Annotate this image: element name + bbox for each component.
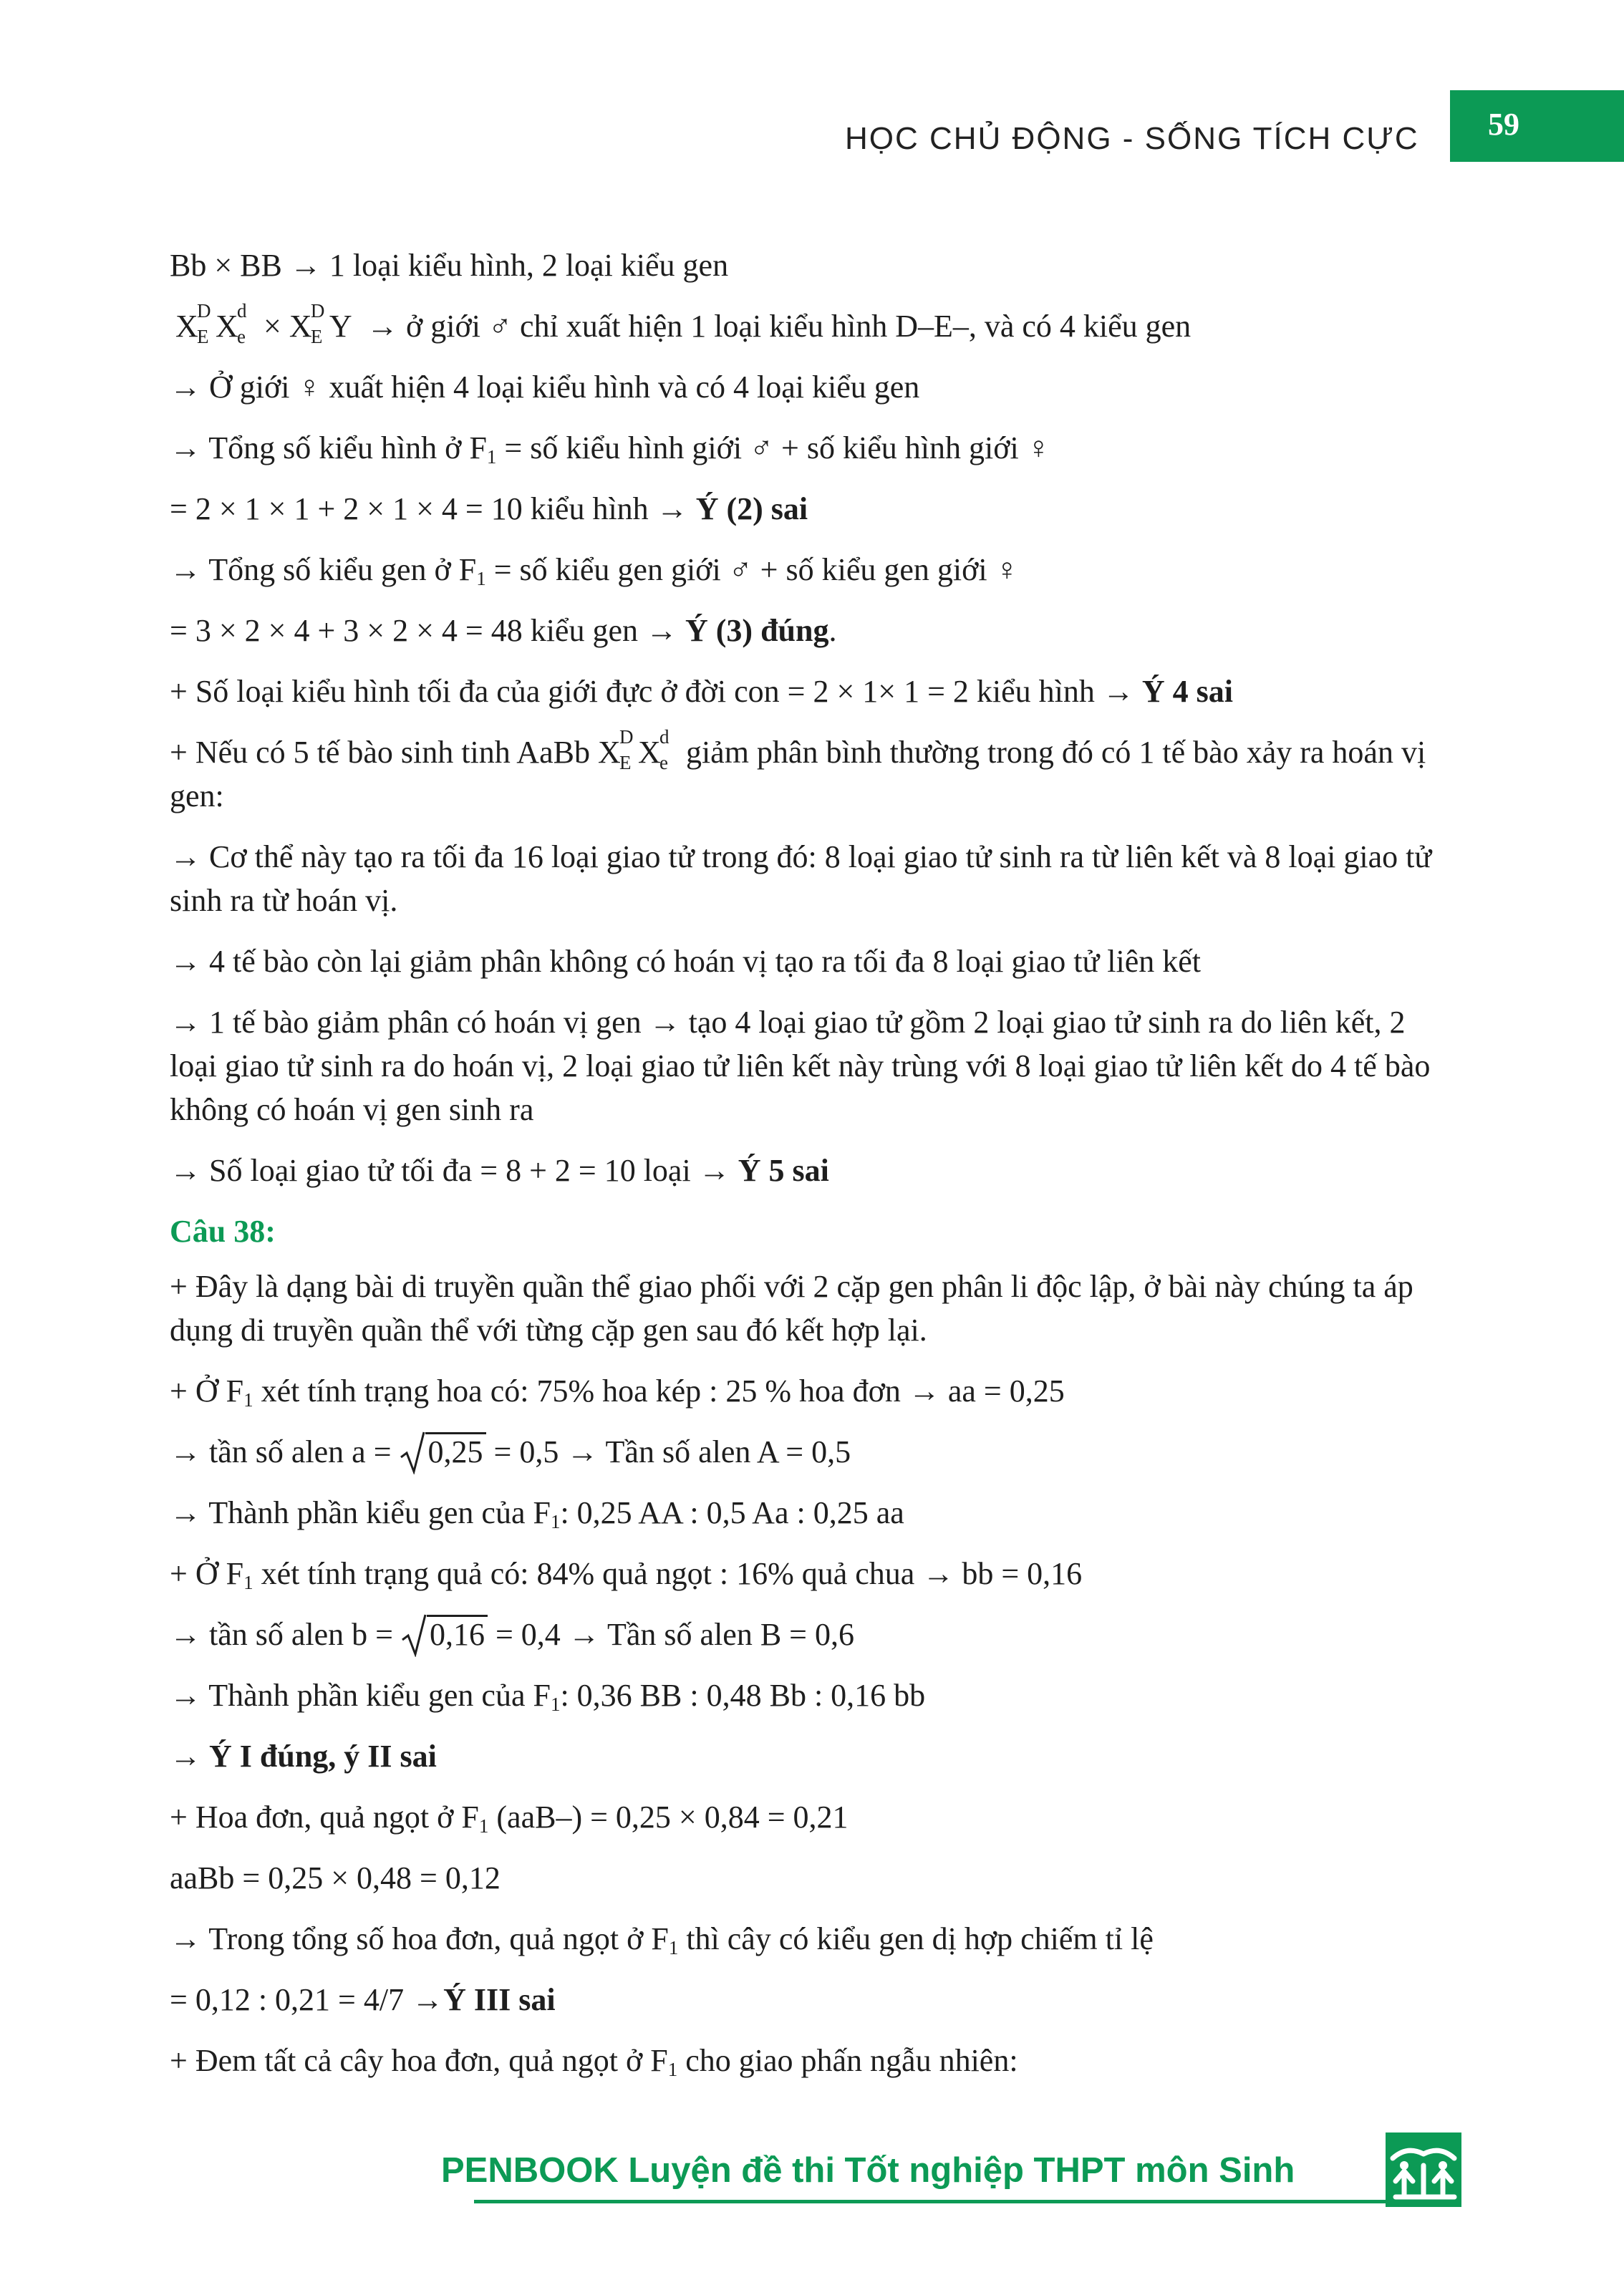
square-root: 0,16: [401, 1613, 488, 1656]
gene-x-de: X D E: [597, 726, 634, 773]
gene-x-de-lower: X d e: [637, 726, 670, 773]
text-line: Bb × BB → 1 loại kiểu hình, 2 loại kiểu gen: [170, 248, 729, 283]
text-line: = 3 × 2 × 4 + 3 × 2 × 4 = 48 kiểu gen → Ý (3) đúng.: [170, 613, 837, 648]
text-line: → 4 tế bào còn lại giảm phân không có hoán vị tạo ra tối đa 8 loại giao tử liên kết: [170, 944, 1202, 979]
text-paragraph: → 1 tế bào giảm phân có hoán vị gen → tạo 4 loại giao tử gồm 2 loại giao tử sinh ra do liên kết, 2 loại giao tử sinh ra do hoán vị, 2 loại giao tử liên kết này trùng với 8 loại giao tử liên kết do 4 tế bào không có hoán vị gen sinh ra: [170, 1005, 1431, 1127]
question-heading: Câu 38:: [170, 1214, 276, 1249]
genotype-cross-line: X D E X d e × X D E Y → ở giới ♂ chỉ xuất hiện 1 loại kiểu hình D–E–, và có 4 kiểu gen: [175, 300, 1192, 347]
text-line: = 0,12 : 0,21 = 4/7 →Ý III sai: [170, 1982, 556, 2017]
footer-divider: [474, 2200, 1461, 2203]
conclusion-line: → Ý I đúng, ý II sai: [170, 1739, 437, 1774]
text-line: + Đem tất cả cây hoa đơn, quả ngọt ở $F_1$ cho giao phấn ngẫu nhiên:: [170, 2043, 1018, 2080]
text-line: → Thành phần kiểu gen của $F_1$: 0,36 BB : 0,48 Bb : 0,16 bb: [170, 1678, 926, 1715]
text-line: → Số loại giao tử tối đa = 8 + 2 = 10 loại → Ý 5 sai: [170, 1153, 829, 1188]
text-line: aaBb = 0,25 × 0,48 = 0,12: [170, 1860, 501, 1895]
gene-x-de-male: X D E: [289, 300, 325, 347]
text-paragraph: → Cơ thể này tạo ra tối đa 16 loại giao tử trong đó: 8 loại giao tử sinh ra từ liên kết và 8 loại giao tử sinh ra từ hoán vị.: [170, 839, 1432, 918]
header-title: HỌC CHỦ ĐỘNG - SỐNG TÍCH CỰC: [845, 121, 1419, 156]
page-content: [170, 243, 1459, 2100]
gene-x-de: X D E: [175, 300, 211, 347]
text-line: → tần số alen b = 0,16 = 0,4 → Tần số alen B = 0,6: [170, 1613, 1459, 1656]
page-number-badge: [1450, 90, 1624, 162]
square-root: 0,25: [400, 1430, 486, 1474]
text-line: + Số loại kiểu hình tối đa của giới đực ở đời con = 2 × 1× 1 = 2 kiểu hình → Ý 4 sai: [170, 674, 1234, 709]
text-line: → Thành phần kiểu gen của $F_1$: 0,25 AA : 0,5 Aa : 0,25 aa: [170, 1495, 904, 1532]
text-line: → Tổng số kiểu gen ở $F_1$ = số kiểu gen giới ♂ + số kiểu gen giới ♀: [170, 552, 1019, 589]
text-line: + Ở $F_1$ xét tính trạng quả có: 84% quả ngọt : 16% quả chua → bb = 0,16: [170, 1556, 1083, 1593]
text-line: → Ở giới ♀ xuất hiện 4 loại kiểu hình và có 4 loại kiểu gen: [170, 369, 920, 405]
text-line: + Ở $F_1$ xét tính trạng hoa có: 75% hoa kép : 25 % hoa đơn → aa = 0,25: [170, 1373, 1065, 1411]
penbook-logo-icon: [1386, 2132, 1461, 2207]
gene-x-de-lower: X d e: [216, 300, 247, 347]
text-line: → Trong tổng số hoa đơn, quả ngọt ở $F_1$ thì cây có kiểu gen dị hợp chiếm tỉ lệ: [170, 1921, 1154, 1958]
text-line: + Hoa đơn, quả ngọt ở $F_1$ (aaB–) = 0,25 × 0,84 = 0,21: [170, 1800, 849, 1837]
footer-book-title: PENBOOK Luyện đề thi Tốt nghiệp THPT môn Sinh: [441, 2151, 1295, 2190]
text-line: = 2 × 1 × 1 + 2 × 1 × 4 = 10 kiểu hình → Ý (2) sai: [170, 491, 808, 526]
text-paragraph: + Đây là dạng bài di truyền quần thể giao phối với 2 cặp gen phân li độc lập, ở bài này chúng ta áp dụng di truyền quần thể với từng cặp gen sau đó kết hợp lại.: [170, 1269, 1413, 1348]
text-paragraph: + Nếu có 5 tế bào sinh tinh AaBb X D E X d e giảm phân bình thường trong đó có 1 tế bào xảy ra hoán vị gen:: [170, 726, 1426, 813]
text-line: → Tổng số kiểu hình ở $F_1$ = số kiểu hình giới ♂ + số kiểu hình giới ♀: [170, 430, 1050, 468]
page-number: 59: [1488, 107, 1519, 142]
text-line: → tần số alen a = 0,25 = 0,5 → Tần số alen A = 0,5: [170, 1430, 1459, 1474]
